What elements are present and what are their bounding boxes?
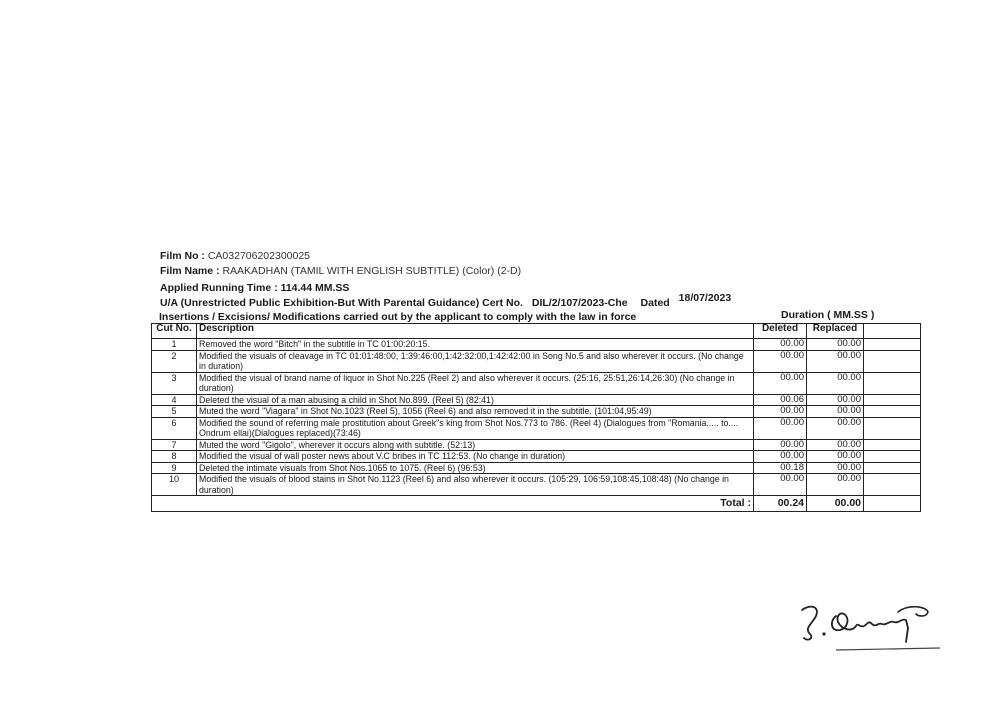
film-name-value: RAAKADHAN (TAMIL WITH ENGLISH SUBTITLE) (Color) (2-D) [222,265,522,277]
blank-cell [864,439,921,451]
description-cell: Deleted the visual of a man abusing a child in Shot No.899. (Reel 5) (82:41) [197,394,754,406]
insertions-title: Insertions / Excisions/ Modifications carried out by the applicant to comply with the law in force [159,311,637,323]
table-row [152,394,921,406]
description-cell: Muted the word "Gigolo", wherever it occurs along with subtitle. (52:13) [197,439,754,451]
col-replaced: Replaced [807,324,864,339]
film-no-label: Film No : [160,250,205,262]
table-row [152,451,921,463]
blank-cell [864,372,921,394]
cut-no-cell: 2 [152,350,197,372]
blank-cell [864,462,921,474]
blank-cell [864,417,921,439]
description-cell: Modified the visuals of cleavage in TC 01:01:48:00, 1:39:46:00,1:42:32:00,1:42:42:00 in Song No.5 and also wherever it occurs. (No change in duration) [197,350,754,372]
blank-cell [864,474,921,496]
total-replaced: 00.00 [807,496,864,512]
description-cell: Deleted the intimate visuals from Shot Nos.1065 to 1075. (Reel 6) (96:53) [197,462,754,474]
deleted-cell: 00.00 [754,451,807,463]
replaced-cell: 00.00 [807,350,864,372]
dated-label: Dated [640,297,670,309]
table-row [152,439,921,451]
deleted-cell: 00.00 [754,339,807,351]
description-cell: Muted the word "Viagara" in Shot No.1023 (Reel 5), 1056 (Reel 6) and also removed it in the subtitle. (101:04,95:49) [197,406,754,418]
film-no-value: CA032706202300025 [207,250,311,262]
replaced-cell: 00.00 [807,462,864,474]
description-cell: Modified the visuals of blood stains in Shot No.1123 (Reel 6) and also wherever it occurs. (105:29, 106:59,108:45,108:48) (No change in duration) [197,474,754,496]
deleted-cell: 00.00 [754,350,807,372]
description-cell: Modified the visual of wall poster news about V.C bribes in TC 112:53. (No change in duration) [197,451,754,463]
dated-value: 18/07/2023 [678,292,732,304]
table-row [152,339,921,351]
table-row [152,474,921,496]
cut-no-cell: 10 [152,474,197,496]
deleted-cell: 00.00 [754,406,807,418]
replaced-cell: 00.00 [807,439,864,451]
blank-cell [864,406,921,418]
cut-no-cell: 6 [152,417,197,439]
replaced-cell: 00.00 [807,339,864,351]
col-description: Description [197,324,754,339]
insertions-title-line [159,309,875,323]
certificate-line [160,292,732,309]
blank-cell [864,350,921,372]
running-time-label: Applied Running Time : [160,282,278,294]
replaced-cell: 00.00 [807,474,864,496]
cut-no-cell: 7 [152,439,197,451]
table-row [152,462,921,474]
total-row [152,496,921,512]
cut-no-cell: 8 [152,451,197,463]
blank-cell [864,451,921,463]
running-time-value: 114.44 MM.SS [280,282,350,294]
replaced-cell: 00.00 [807,372,864,394]
replaced-cell: 00.00 [807,451,864,463]
deleted-cell: 00.00 [754,372,807,394]
cut-no-cell: 9 [152,462,197,474]
deleted-cell: 00.00 [754,417,807,439]
cuts-table [151,323,921,512]
blank-cell [864,339,921,351]
film-no-line [160,250,310,262]
film-name-label: Film Name : [160,265,220,277]
deleted-cell: 00.18 [754,462,807,474]
deleted-cell: 00.06 [754,394,807,406]
table-row [152,372,921,394]
cut-no-cell: 3 [152,372,197,394]
film-name-line [160,265,521,277]
cut-no-cell: 1 [152,339,197,351]
table-row [152,406,921,418]
col-cut-no: Cut No. [152,324,197,339]
replaced-cell: 00.00 [807,406,864,418]
signature-image [790,598,960,658]
table-row [152,417,921,439]
blank-cell [864,394,921,406]
replaced-cell: 00.00 [807,417,864,439]
replaced-cell: 00.00 [807,394,864,406]
cut-no-cell: 5 [152,406,197,418]
description-cell: Removed the word "Bitch" in the subtitle in TC 01:00:20:15. [197,339,754,351]
running-time-line [160,282,349,294]
total-deleted: 00.24 [754,496,807,512]
description-cell: Modified the sound of referring male prostitution about Greek"s king from Shot Nos.773 to 786. (Reel 4) (Dialogues from "Romania..... to.... Ondrum ellai)(Dialogues replaced)(73:46) [197,417,754,439]
cert-text: U/A (Unrestricted Public Exhibition-But With Parental Guidance) Cert No. [160,297,523,309]
total-label: Total : [152,496,754,512]
deleted-cell: 00.00 [754,439,807,451]
cut-no-cell: 4 [152,394,197,406]
cert-no: DIL/2/107/2023-Che [531,297,628,309]
duration-label: Duration ( MM.SS ) [781,309,875,321]
col-deleted: Deleted [754,324,807,339]
table-header-row [152,324,921,339]
deleted-cell: 00.00 [754,474,807,496]
table-row [152,350,921,372]
col-blank [864,324,921,339]
description-cell: Modified the visual of brand name of liquor in Shot No.225 (Reel 2) and also wherever it occurs. (25:16, 25:51,26:14,26:30) (No change in duration) [197,372,754,394]
total-blank-cell [864,496,921,512]
